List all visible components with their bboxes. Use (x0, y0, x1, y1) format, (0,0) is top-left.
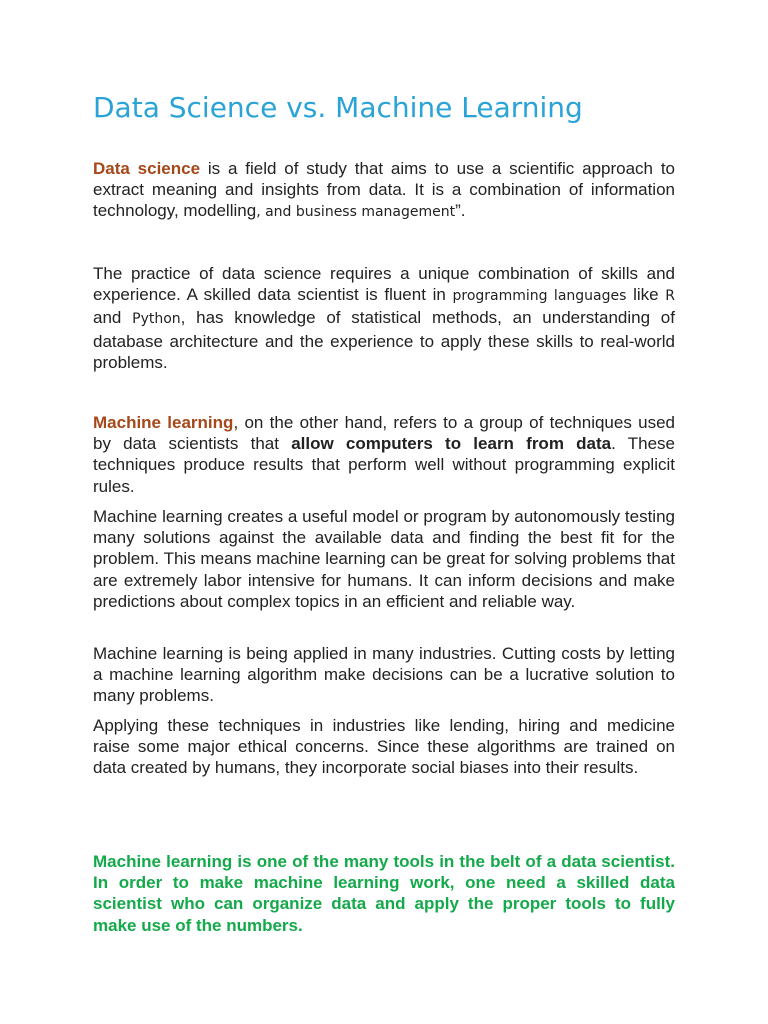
paragraph-ml-industries: Machine learning is being applied in many industries. Cutting costs by letting a machine learning algorithm make decisions can be a lucrative solution to many problems. (93, 644, 675, 706)
paragraph-machine-learning-definition (93, 412, 675, 497)
p1-text-2: , and business management (256, 204, 456, 221)
term-machine-learning: Machine learning (93, 413, 234, 432)
p1-text-1: is a field of study that aims to use a scientific approach to extract meaning and insights from data. It is a combination of information technology, modelling (93, 159, 676, 221)
p2-text-1: The practice of data science requires a unique combination of skills and experience. A skilled data scientist is fluent in (93, 264, 675, 305)
paragraph-data-science-practice (93, 263, 675, 373)
p3-text-1: , on the other hand, refers to a group of techniques used by data scientists that (93, 413, 675, 454)
p2-python: Python (132, 311, 181, 328)
p2-text-2: like (626, 285, 666, 305)
p1-text-3: ”. (455, 201, 466, 221)
paragraph-data-science-definition (93, 158, 675, 224)
page-title: Data Science vs. Machine Learning (93, 91, 583, 124)
p2-programming-languages: programming languages (452, 288, 627, 305)
p2-text-4: , has knowledge of statistical methods, an understanding of database architecture and the experience to apply these skills to real-world problems. (93, 308, 675, 372)
p2-r: R (665, 288, 675, 305)
paragraph-ml-model: Machine learning creates a useful model or program by autonomously testing many solutions against the available data and finding the best fit for the problem. This means machine learning can be great for solving problems that are extremely labor intensive for humans. It can inform decisions and make predictions about complex topics in an efficient and reliable way. (93, 507, 675, 611)
p3-text-2: . These techniques produce results that perform well without programming explicit rules. (93, 434, 675, 496)
term-data-science: Data science (93, 159, 201, 178)
paragraph-conclusion: Machine learning is one of the many tools in the belt of a data scientist. In order to make machine learning work, one need a skilled data scientist who can organize data and apply the proper tools to fully make use of the numbers. (93, 852, 675, 935)
paragraph-ethical-concerns: Applying these techniques in industries like lending, hiring and medicine raise some major ethical concerns. Since these algorithms are trained on data created by humans, they incorporate social biases into their results. (93, 716, 675, 778)
p2-text-3: and (93, 308, 133, 328)
p3-bold: allow computers to learn from data (291, 434, 612, 454)
